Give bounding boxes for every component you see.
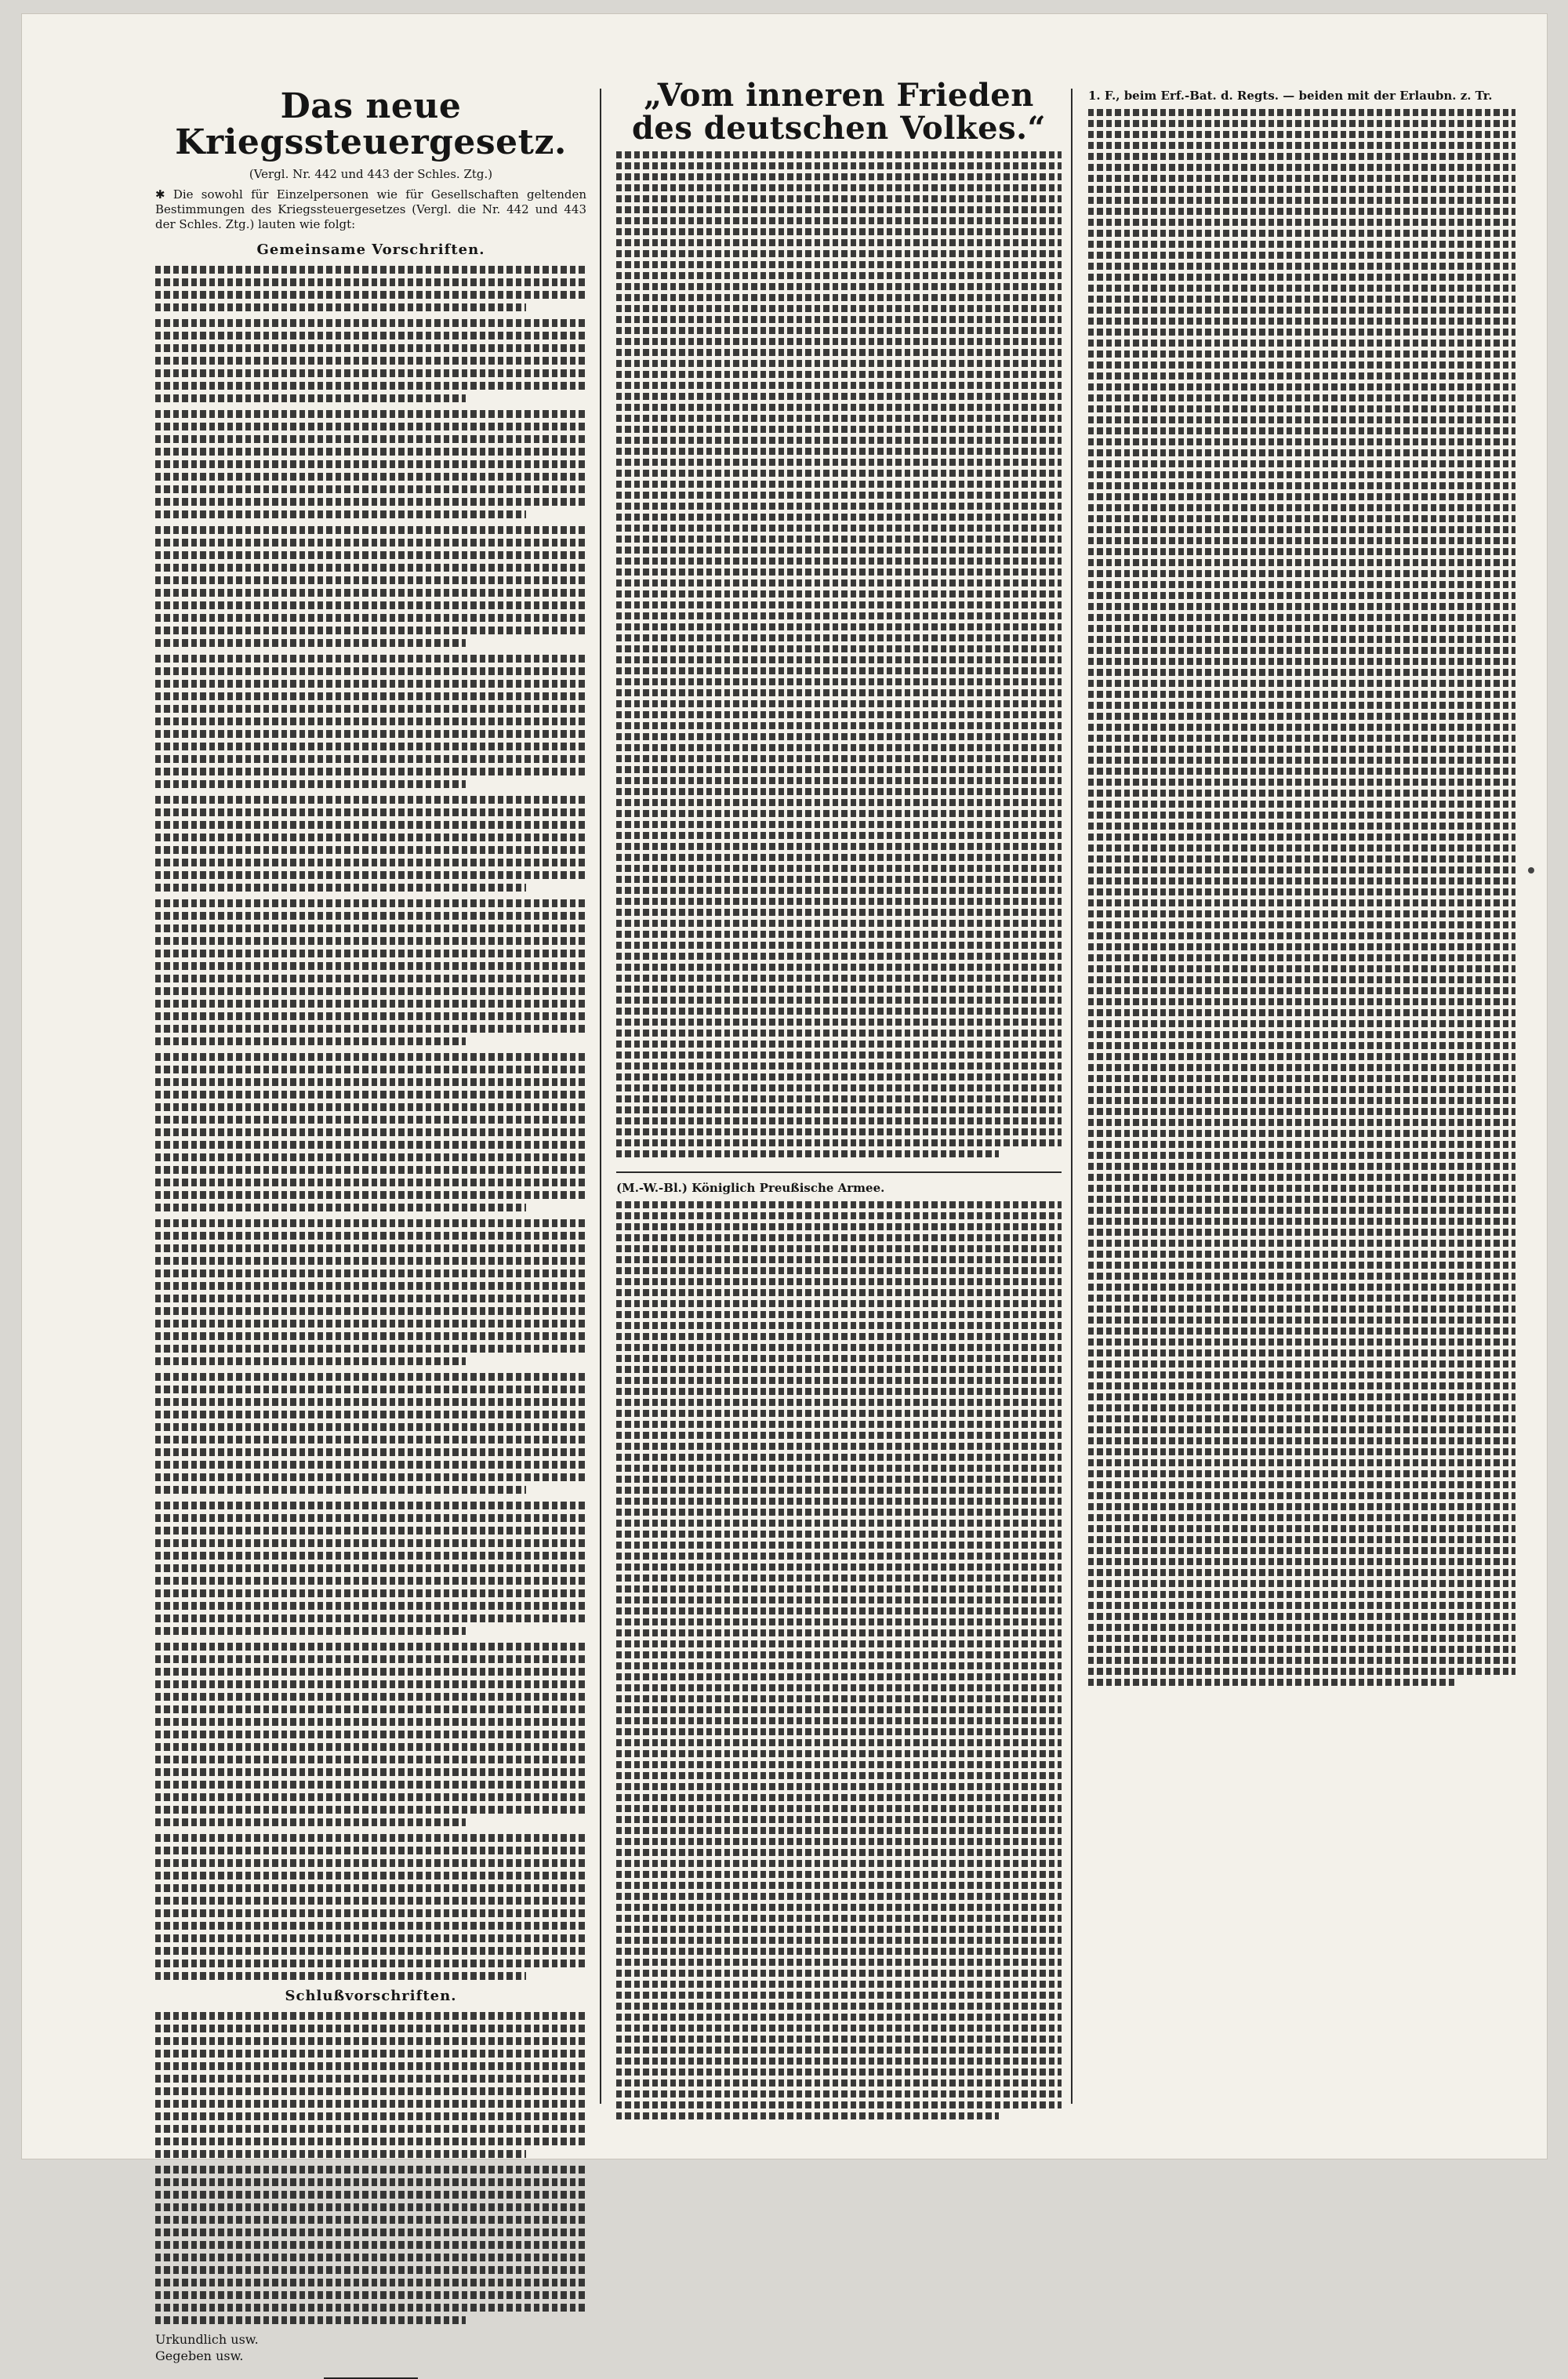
closing-lines [155,2332,586,2363]
right-text-block-1 [1088,109,1515,1686]
military-section-label: (M.-W.-Bl.) Königlich Preußische Armee. [616,1181,885,1195]
text-block-7 [155,899,586,1045]
right-column-top-line: 1. F., beim Erf.-Bat. d. Regts. — beiden mit der Erlaubn. z. Tr. [1088,89,1493,103]
middle-column [616,77,1062,2135]
article-intro: ✱ Die sowohl für Einzelpersonen wie für Gesellschaften geltenden Bestimmungen des Kriegssteuergesetzes (Vergl. die Nr. 442 und 443 der Schles. Ztg.) lauten wie folgt: [155,187,586,231]
middle-text-block-2 [616,1201,1062,2119]
left-column [155,86,586,2363]
middle-divider [616,1171,1062,1173]
closing-line-1: Urkundlich usw. [155,2331,259,2347]
section-heading-common: Gemeinsame Vorschriften. [256,241,485,258]
section-heading-final: Schlußvorschriften. [285,1987,457,2004]
column-divider-left [600,89,601,2104]
text-block-12 [155,1643,586,1826]
text-block-5 [155,655,586,788]
text-block-10 [155,1373,586,1494]
text-block-3 [155,410,586,518]
text-block-15 [155,2166,586,2324]
text-block-13 [155,1834,586,1980]
text-block-2 [155,319,586,402]
text-block-11 [155,1502,586,1635]
text-block-6 [155,796,586,892]
text-block-1 [155,266,586,311]
newspaper-page [22,14,1547,2363]
text-block-9 [155,1219,586,1365]
closing-line-2: Gegeben usw. [155,2348,244,2363]
page-mark [1528,867,1534,874]
right-column [1088,89,1515,2135]
article-title-left: Das neue Kriegssteuergesetz. [175,86,567,163]
text-block-8 [155,1053,586,1211]
column-divider-right [1071,89,1073,2104]
text-block-14 [155,2012,586,2158]
article-title-middle: „Vom inneren Frieden des deutschen Volkes.“ [631,77,1047,147]
article-reference-note: (Vergl. Nr. 442 und 443 der Schles. Ztg.) [249,167,493,182]
middle-text-block-1 [616,151,1062,1157]
text-block-4 [155,526,586,647]
